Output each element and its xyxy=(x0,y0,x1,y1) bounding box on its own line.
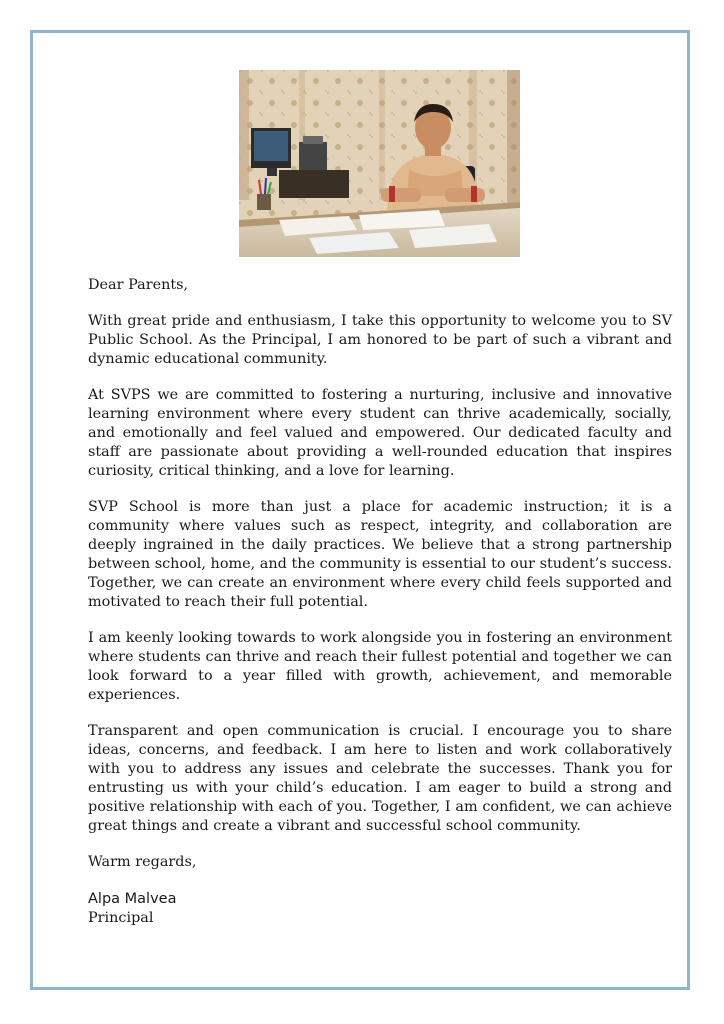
principal-photo xyxy=(239,70,520,257)
paragraph-community: SVP School is more than just a place for academic instruction; it is a community where values such as respect, integrity, and collaboration are deeply ingrained in the daily practices. We believe that a strong partnership between school, home, and the community is essential to our student’s success. Together, we can create an environment where every child feels supported and motivated to reach their full potential. xyxy=(88,499,672,610)
paragraph-welcome: With great pride and enthusiasm, I take this opportunity to welcome you to SV Public School. As the Principal, I am honored to be part of such a vibrant and dynamic educational community. xyxy=(88,313,672,367)
paragraph-communication: Transparent and open communication is crucial. I encourage you to share ideas, concerns, and feedback. I am here to listen and work collaboratively with you to address any issues and celebrate the successes. Thank you for entrusting us with your child’s education. I am eager to build a strong and positive relationship with each of you. Together, I am confident, we can achieve great things and create a vibrant and successful school community. xyxy=(88,723,672,834)
paragraph-commitment: At SVPS we are committed to fostering a nurturing, inclusive and innovative learning environment where every student can thrive academically, socially, and emotionally and feel valued and empowered. Our dedicated faculty and staff are passionate about providing a well-rounded education that inspires curiosity, critical thinking, and a love for learning. xyxy=(88,387,672,479)
signature-block xyxy=(88,890,672,928)
signature-name: Alpa Malvea xyxy=(88,891,177,907)
salutation: Dear Parents, xyxy=(88,277,189,293)
letter-body xyxy=(88,276,672,928)
paragraph-partnership: I am keenly looking towards to work alongside you in fostering an environment where students can thrive and reach their fullest potential and together we can look forward to a year filled with growth, achievement, and memorable experiences. xyxy=(88,630,672,703)
signature-title: Principal xyxy=(88,910,154,926)
closing: Warm regards, xyxy=(88,854,197,870)
